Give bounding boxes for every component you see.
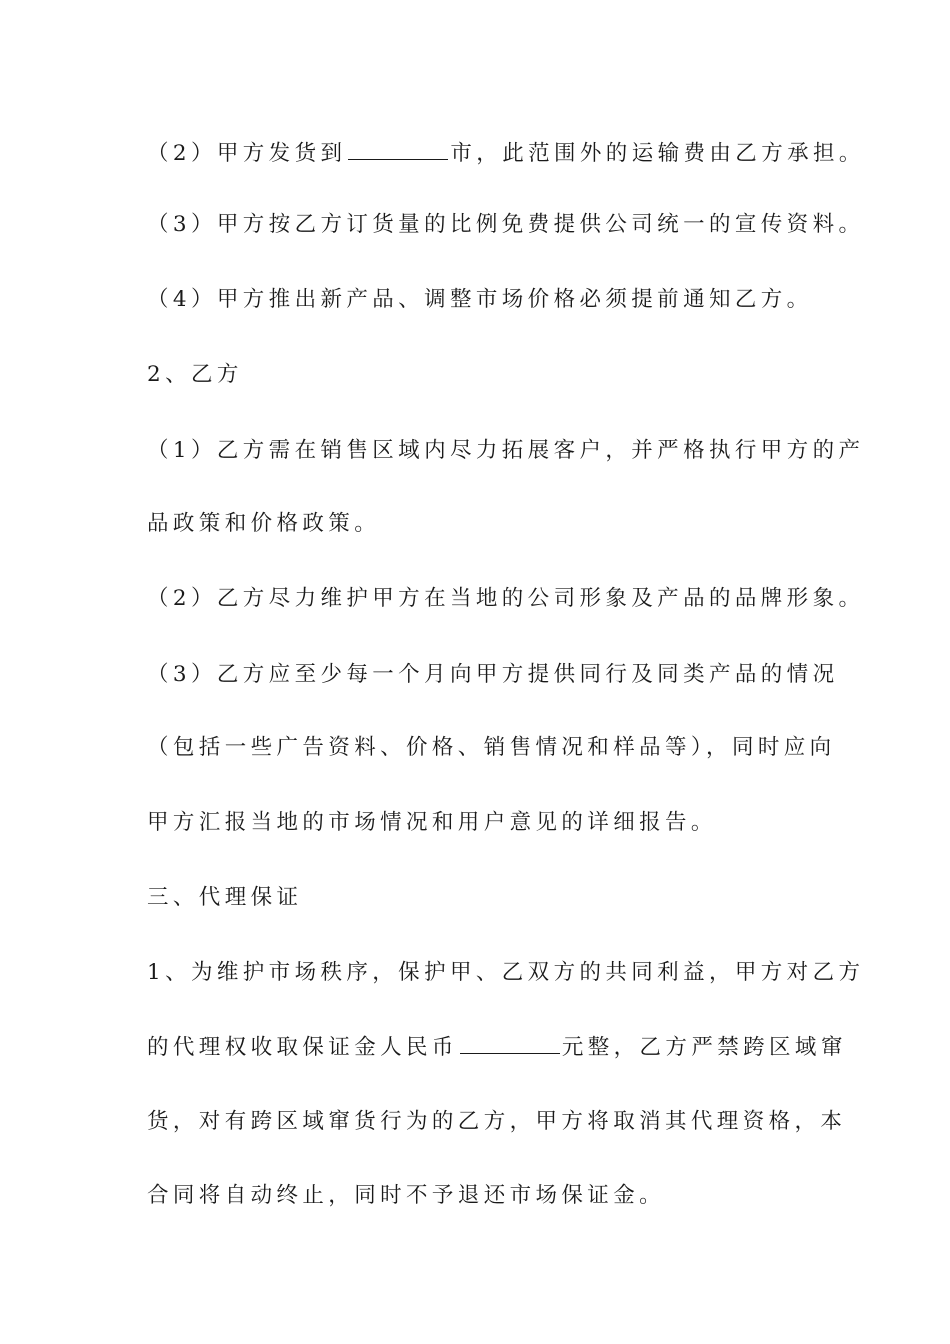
clause-3-1-line-3: 货，对有跨区域窜货行为的乙方，甲方将取消其代理资格，本 [147, 1109, 847, 1134]
clause-2-1-line-1: （1）乙方需在销售区域内尽力拓展客户，并严格执行甲方的产 [147, 438, 865, 463]
clause-3-1-line-1: 1、为维护市场秩序，保护甲、乙双方的共同利益，甲方对乙方 [147, 960, 865, 985]
clause-2-3-line-2: （包括一些广告资料、价格、销售情况和样品等），同时应向 [147, 735, 836, 760]
section-2-heading: 2、乙方 [147, 362, 243, 387]
clause-1-3-promo-materials: （3）甲方按乙方订货量的比例免费提供公司统一的宣传资料。 [147, 212, 865, 237]
clause-3-1-line-2 [147, 1032, 847, 1063]
fill-in-blank-city[interactable] [348, 138, 448, 160]
text-segment: 市，此范围外的运输费由乙方承担。 [450, 141, 865, 166]
clause-2-2: （2）乙方尽力维护甲方在当地的公司形象及产品的品牌形象。 [147, 586, 865, 611]
text-segment: 元整，乙方严禁跨区域窜 [561, 1035, 847, 1060]
clause-2-3-line-3: 甲方汇报当地的市场情况和用户意见的详细报告。 [147, 810, 717, 835]
section-3-heading: 三、代理保证 [147, 885, 303, 910]
fill-in-blank-deposit-amount[interactable] [460, 1032, 560, 1054]
clause-2-3-line-1: （3）乙方应至少每一个月向甲方提供同行及同类产品的情况 [147, 662, 839, 687]
text-segment: （2）甲方发货到 [147, 141, 347, 166]
clause-1-2-delivery [147, 138, 865, 169]
clause-2-1-line-2: 品政策和价格政策。 [147, 511, 381, 536]
clause-1-4-new-products: （4）甲方推出新产品、调整市场价格必须提前通知乙方。 [147, 287, 813, 312]
text-segment: 的代理权收取保证金人民币 [147, 1035, 458, 1060]
clause-3-1-line-4: 合同将自动终止，同时不予退还市场保证金。 [147, 1183, 666, 1208]
